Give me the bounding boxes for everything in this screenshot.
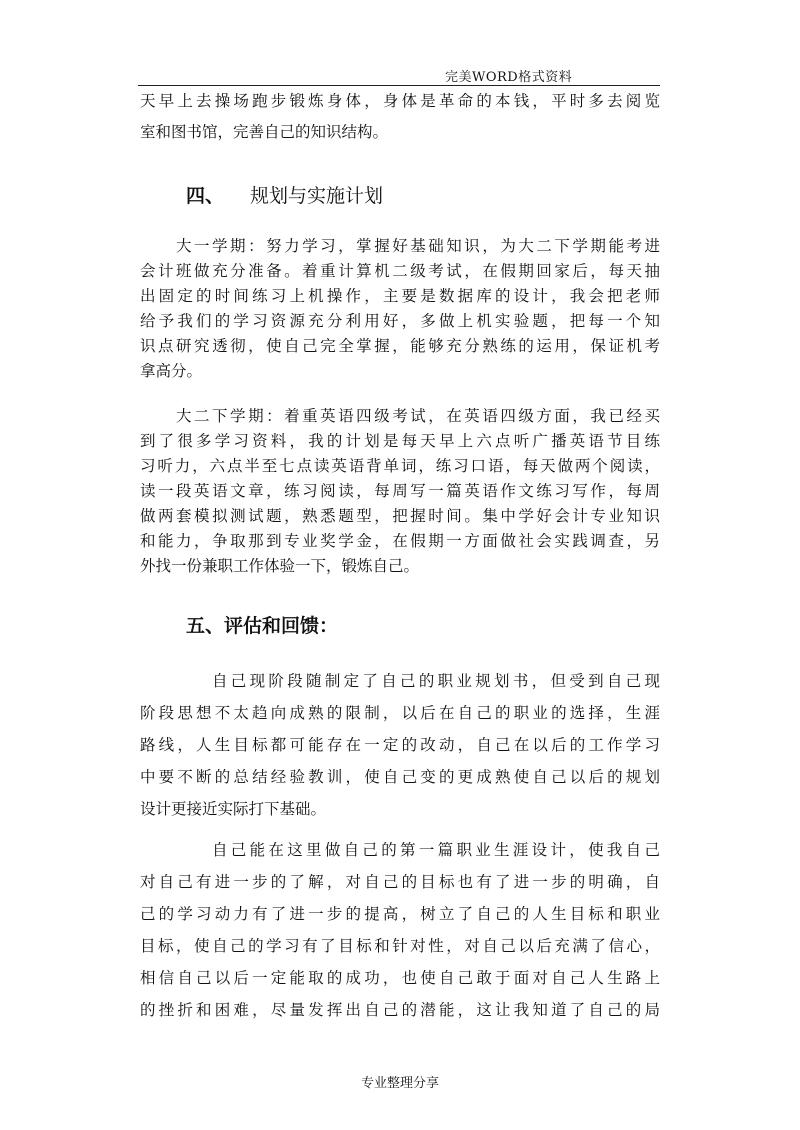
paragraph-line: 路线，人生目标都可能存在一定的改动，自己在以后的工作学习 (140, 736, 660, 754)
paragraph-line: 相信自己以后一定能取的成功，也使自己敢于面对自己人生路上 (140, 969, 660, 987)
paragraph-line: 室和图书馆，完善自己的知识结构。 (140, 123, 389, 141)
section-4-title: 规划与实施计划 (250, 185, 384, 207)
paragraph-line: 大二下学期：着重英语四级考试，在英语四级方面，我已经买 (176, 407, 660, 425)
page-footer-text: 专业整理分享 (360, 1076, 439, 1091)
section-4-number: 四、 (186, 185, 225, 207)
paragraph-line: 的挫折和困难，尽量发挥出自己的潜能，这让我知道了自己的局 (140, 1001, 660, 1019)
paragraph-line: 习听力，六点半至七点读英语背单词，练习口语，每天做两个阅读， (140, 457, 660, 475)
paragraph-line: 给予我们的学习资源充分利用好，多做上机实验题，把每一个知 (140, 312, 660, 330)
paragraph-line: 拿高分。 (140, 362, 203, 380)
section-5-title: 五、评估和回馈： (186, 615, 339, 637)
page-header-text: 完美WORD格式资料 (445, 70, 573, 85)
paragraph-line: 出固定的时间练习上机操作，主要是数据库的设计，我会把老师 (140, 287, 660, 305)
paragraph-line: 天早上去操场跑步锻炼身体，身体是革命的本钱，平时多去阅览 (140, 92, 660, 110)
paragraph-line: 会计班做充分准备。着重计算机二级考试，在假期回家后，每天抽 (140, 262, 660, 280)
paragraph-line: 目标，使自己的学习有了目标和针对性，对自己以后充满了信心， (140, 937, 660, 955)
paragraph-line: 到了很多学习资料，我的计划是每天早上六点听广播英语节目练 (140, 432, 660, 450)
paragraph-line: 设计更接近实际打下基础。 (140, 800, 327, 818)
paragraph-line: 己的学习动力有了进一步的提高，树立了自己的人生目标和职业 (140, 905, 660, 923)
paragraph-line: 做两套模拟测试题，熟悉题型，把握时间。集中学好会计专业知识 (140, 507, 660, 525)
paragraph-line: 大一学期：努力学习，掌握好基础知识，为大二下学期能考进 (176, 237, 660, 255)
paragraph-line: 自己现阶段随制定了自己的职业规划书，但受到自己现 (212, 672, 660, 690)
paragraph-line: 自己能在这里做自己的第一篇职业生涯设计，使我自己 (212, 841, 660, 859)
paragraph-line: 识点研究透彻，使自己完全掌握，能够充分熟练的运用，保证机考 (140, 337, 660, 355)
paragraph-line: 读一段英语文章，练习阅读，每周写一篇英语作文练习写作，每周 (140, 482, 660, 500)
paragraph-line: 阶段思想不太趋向成熟的限制，以后在自己的职业的选择，生涯 (140, 704, 660, 722)
paragraph-line: 外找一份兼职工作体验一下，锻炼自己。 (140, 557, 420, 575)
header-divider (138, 85, 660, 86)
paragraph-line: 中要不断的总结经验教训，使自己变的更成熟使自己以后的规划 (140, 768, 660, 786)
paragraph-line: 对自己有进一步的了解，对自己的目标也有了进一步的明确，自 (140, 873, 660, 891)
paragraph-line: 和能力，争取那到专业奖学金，在假期一方面做社会实践调查，另 (140, 532, 660, 550)
